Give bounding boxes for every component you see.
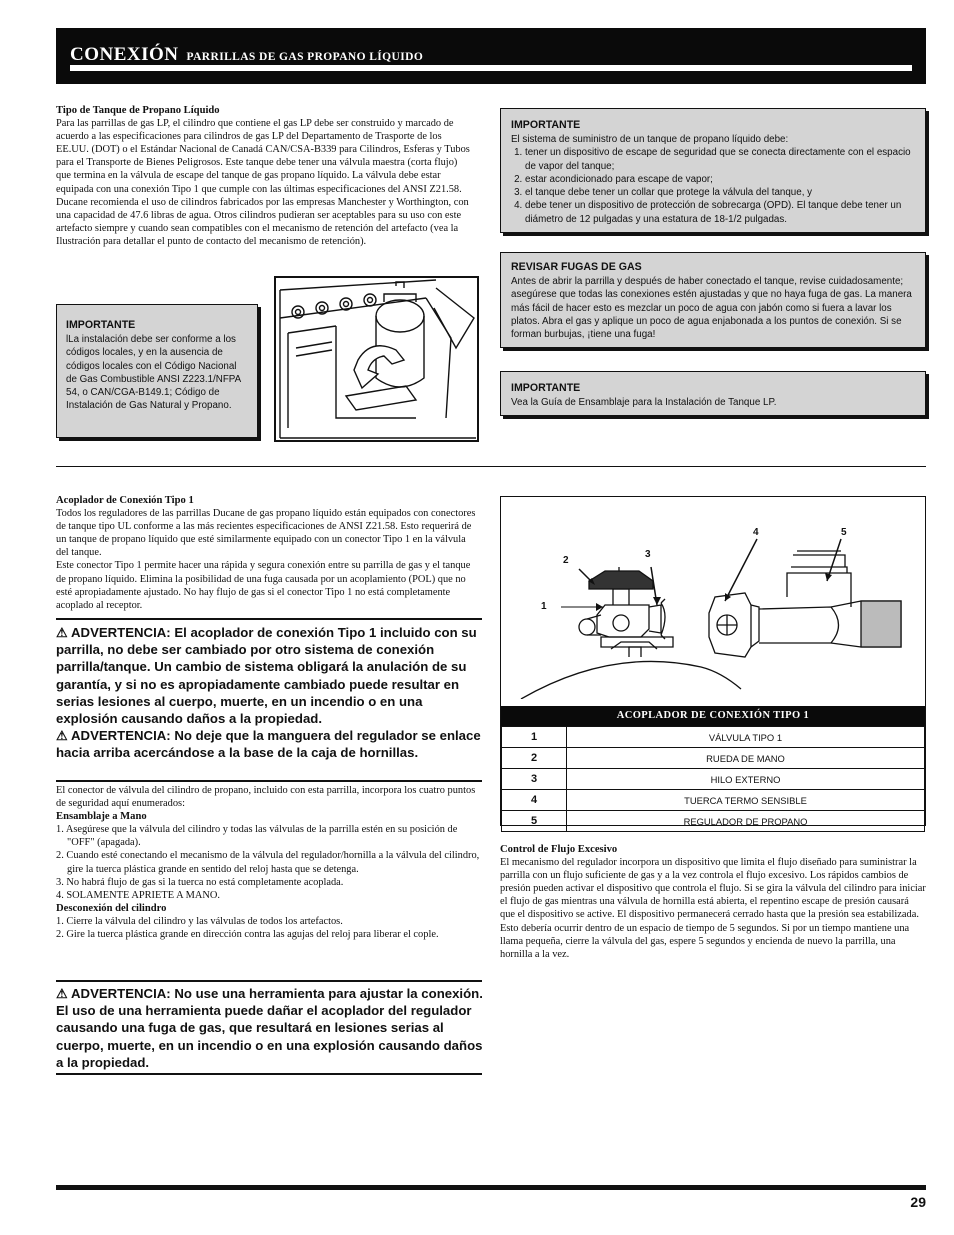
warning-icon: ⚠ (56, 625, 68, 640)
important-supply-list (511, 146, 915, 226)
table-row: 2 RUEDA DE MANO (502, 748, 925, 769)
table-row: 3 HILO EXTERNO (502, 769, 925, 790)
important-supply-item: 2. estar acondicionado para escape de vapor; (525, 173, 915, 186)
assembly-item: 4. SOLAMENTE APRIETE A MANO. (56, 889, 220, 901)
gas-leak-check-title: REVISAR FUGAS DE GAS (511, 261, 642, 273)
coupler-paragraph-1: Todos los reguladores de las parrillas Ducane de gas propano líquido están equipados con conectores de tanque tipo UL conforme a las más recientes especificaciones de ANSI Z21.58. Esto requerirá de un tanque de propano líquido que esté similarmente equipado con un conector Tipo 1 en la válvula del tanque. (56, 508, 476, 559)
diagram-callout-2: 2 (563, 555, 569, 566)
diagram-callout-4: 4 (753, 527, 759, 538)
important-supply-item: 1. tener un dispositivo de escape de seguridad que se conecta directamente con el espacio de vapor del tanque; (525, 146, 915, 173)
page-title-main: CONEXIÓN (70, 44, 179, 65)
diagram-callout-3: 3 (645, 549, 651, 560)
assembly-item: 2. Cuando esté conectando el mecanismo de la válvula del regulador/hornilla a la válvula del cilindro, gire la tuerca plástica grande en sentido del reloj hasta que se detenga. (56, 850, 480, 875)
important-guide-box (500, 371, 926, 416)
tank-section (56, 104, 474, 248)
tank-paragraph-1: Para las parrillas de gas LP, el cilindro que contiene el gas LP debe ser construido y marcado de acuerdo a las especificaciones para cilindros de gas LP del Departamento de Trasporte de los EE.UU. (DOT) o el Estándar Nacional de Canadá CAN/CSA-B339 para Cilindros, Esferas y Tubos para el Transporte de Bienes Peligrosos. Este tanque debe tener una válvula maestra (corta flujo) que termina en la válvula de escape del tanque de gas propano líquido. La válvula debe estar equipada con una conexión Tipo 1 que cumple con las últimas especificaciones del ANSI Z21.58. (56, 118, 470, 195)
disconnect-list (56, 915, 480, 941)
warning-icon: ⚠ (56, 986, 68, 1001)
coupler-heading: Acoplador de Conexión Tipo 1 (56, 495, 194, 506)
diagram-callout-1: 1 (541, 601, 547, 612)
tank-heading: Tipo de Tanque de Propano Líquido (56, 105, 220, 116)
grill-tank-drawing (276, 278, 477, 440)
flow-control-paragraph-1: El mecanismo del regulador incorpora un dispositivo que limita el flujo diseñado para suministrar la parrilla con un flujo suficiente de gas y a la vez controla el flujo excesivo. Los rápidos cambios de presión pueden activar el dispositivo que controla el flujo. Si se gira la válvula del cilindro para iniciar el flujo de gas mientras una válvula de hornilla está abierta, el repentino escape de presión causará que el dispositivo se active. El dispositivo permanecerá cerrado hasta que la presión sea estabilizada. (500, 857, 926, 921)
table-row: 4 TUERCA TERMO SENSIBLE (502, 790, 925, 811)
warning-block-1 (56, 624, 484, 762)
important-codes-title: IMPORTANTE (66, 319, 136, 331)
important-supply-box (500, 108, 926, 233)
assembly-list (56, 823, 480, 902)
important-supply-title: IMPORTANTE (511, 119, 581, 131)
page-header (56, 28, 926, 84)
warning-tool-rule-top (56, 980, 482, 982)
flow-control-paragraph-2: Esto debería ocurrir dentro de un espacio de tiempo de 5 segundos. Si por un tiempo mantiene una llama pequeña, cierre la válvula del gas, espere 5 segundos y encienda de nuevo la parrilla, una hornilla a la vez. (500, 922, 910, 960)
tank-paragraph-2: Ducane recomienda el uso de cilindros fabricados por las empresas Manchester y Worthington, con una capacidad de 47.6 libras de agua. Otros cilindros pudieran ser aceptables para su uso con este artefacto siempre y cuando sean compatibles con el mecanismo de retención del artefacto (vea la Ilustración para detallar el punto de contacto del mecanismo de retención). (56, 196, 469, 247)
disconnect-item: 2. Gire la tuerca plástica grande en dirección contra las agujas del reloj para liberar el cople. (56, 929, 439, 941)
important-guide-text: Vea la Guía de Ensamblaje para la Instalación de Tanque LP. (511, 397, 777, 408)
safety-section (56, 784, 480, 941)
assembly-item: 3. No habrá flujo de gas si la tuerca no está completamente acoplada. (56, 876, 344, 888)
header-rule (70, 65, 912, 71)
section-divider (56, 466, 926, 467)
gas-leak-check-text: Antes de abrir la parrilla y después de haber conectado el tanque, revise cuidadosamente; asegúrese que todas las conexiones estén ajustadas y que no haya fuga de gas. La manera más fácil de hacer esto es mezclar un poco de agua con jabón como si fuera a lavar los platos. Abra el gas y aplique un poco de agua enjabonada a los puntos de conexión. Si se forman burbujas, ¡tiene una fuga! (511, 276, 912, 341)
coupler-table-title: ACOPLADOR DE CONEXIÓN TIPO 1 (501, 706, 925, 726)
page-number: 29 (910, 1194, 926, 1210)
disconnect-heading: Desconexión del cilindro (56, 902, 167, 914)
gas-leak-check-box (500, 252, 926, 348)
assembly-heading: Ensamblaje a Mano (56, 811, 147, 823)
warning-coupler: ⚠ ADVERTENCIA: El acoplador de conexión Tipo 1 incluido con su parrilla, no debe ser cambiado por otro sistema de conexión parrilla/tanque. Un cambio de sistema obligará la anulación de su garantía, y si no es apropiadamente cambiado puede resultar en serias lesiones al cuerpo, muerte, en un incendio o en una explosión causando daños a la propiedad. (56, 625, 477, 727)
footer-rule (56, 1185, 926, 1190)
coupler-diagram-panel (500, 496, 926, 826)
important-guide-title: IMPORTANTE (511, 382, 581, 394)
table-row: 1 VÁLVULA TIPO 1 (502, 727, 925, 748)
important-codes-text: lLa instalación debe ser conforme a los códigos locales, y en la ausencia de códigos locales con el Código Nacional de Gas Combustible ANSI Z223.1/NFPA 54, o CAN/CGA-B149.1; Código de Instalación de Gas Natural y Propano. (66, 334, 241, 412)
important-supply-intro: El sistema de suministro de un tanque de propano líquido debe: (511, 134, 789, 145)
flow-control-heading: Control de Flujo Excesivo (500, 844, 618, 855)
page-title (70, 44, 423, 66)
flow-control-section (500, 843, 926, 961)
diagram-callout-5: 5 (841, 527, 847, 538)
warning-rule-bottom (56, 780, 482, 782)
important-supply-item: 4. debe tener un dispositivo de protección de sobrecarga (OPD). El tanque debe tener un diámetro de 12 pulgadas y una estatura de 18-1/2 pulgadas. (525, 199, 915, 226)
page-title-sub: PARRILLAS DE GAS PROPANO LÍQUIDO (186, 51, 424, 63)
warning-icon: ⚠ (56, 728, 68, 744)
warning-hose: ⚠ ADVERTENCIA: No deje que la manguera del regulador se enlace hacia arriba acercándose a la base de la caja de hornillas. (56, 728, 481, 761)
assembly-item: 1. Asegúrese que la válvula del cilindro y todas las válvulas de la parrilla estén en su posición de "OFF" (apagada). (56, 824, 458, 849)
coupler-drawing (501, 497, 924, 699)
coupler-parts-table (501, 726, 925, 832)
warning-tool: ⚠ ADVERTENCIA: No use una herramienta para ajustar la conexión. El uso de una herramienta puede dañar el acoplador del regulador causando una fuga de gas, que resultará en lesiones serias al cuerpo, muerte, en un incendio o en una explosión causando daños a la propiedad. (56, 986, 483, 1070)
safety-intro: El conector de válvula del cilindro de propano, incluido con esta parrilla, incorpora los cuatro puntos de seguridad aquí enumerados: (56, 785, 476, 810)
coupler-paragraph-2: Este conector Tipo 1 permite hacer una rápida y segura conexión entre su parrilla de gas y el tanque de propano líquido. Elimina la posibilidad de una fuga causada por un acoplamiento (POL) que no esté apropiadamente ajustado. No hay flujo de gas si el conector Tipo 1 no está completamente acoplado al receptor. (56, 560, 471, 611)
important-codes-box (56, 304, 258, 438)
table-row: 5 REGULADOR DE PROPANO (502, 811, 925, 832)
coupler-section (56, 494, 480, 612)
disconnect-item: 1. Cierre la válvula del cilindro y las válvulas de todos los artefactos. (56, 915, 343, 927)
tank-retention-illustration (274, 276, 479, 442)
important-supply-item: 3. el tanque debe tener un collar que protege la válvula del tanque, y (525, 186, 915, 199)
warning-tool-rule-bottom (56, 1073, 482, 1075)
warning-rule-top (56, 618, 482, 620)
